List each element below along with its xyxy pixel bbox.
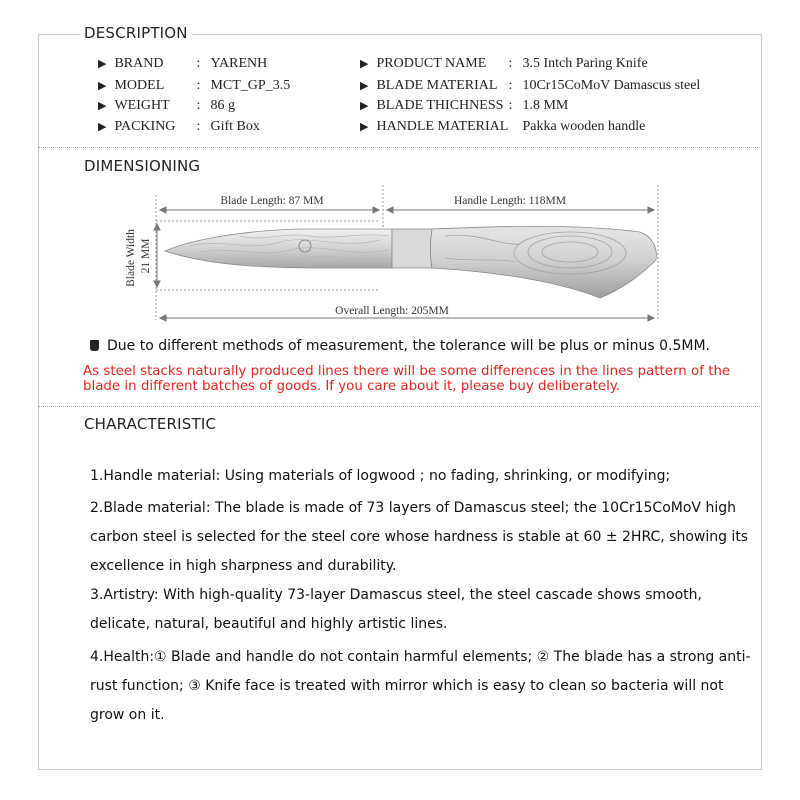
bullet-arrow-icon: ▶ (98, 80, 107, 92)
dimensioning-heading: DIMENSIONING (80, 157, 204, 175)
spec-brand: ▶ BRAND : YARENH (98, 56, 268, 71)
overall-length-label: Overall Length: 205MM (335, 305, 449, 317)
characteristic-item: 4.Health:① Blade and handle do not contain harmful elements; ② The blade has a strong anti-rust function; ③ Knife face is treated with mirror which is easy to clean so bacteria will not grow on it. (90, 649, 751, 723)
blade-width-label: Blade Width (125, 229, 137, 287)
blade-length-label: Blade Length: 87 MM (220, 195, 324, 207)
characteristic-item: 1.Handle material: Using materials of logwood ; no fading, shrinking, or modifying; (90, 468, 671, 484)
bullet-arrow-icon: ▶ (360, 58, 369, 70)
spec-model: ▶ MODEL : MCT_GP_3.5 (98, 78, 291, 93)
spec-blade-thickness: ▶ BLADE THICHNESS : 1.8 MM (360, 98, 569, 113)
bullet-arrow-icon: ▶ (360, 100, 369, 112)
knife-bolster (392, 229, 432, 268)
bullet-arrow-icon: ▶ (360, 121, 369, 133)
characteristic-item: 3.Artistry: With high-quality 73-layer Damascus steel, the steel cascade shows smooth, delicate, natural, beautiful and highly artistic lines. (90, 587, 702, 632)
spec-handle-material: ▶ HANDLE MATERIAL Pakka wooden handle (360, 119, 646, 134)
characteristic-list (90, 462, 762, 730)
blade-width-value: 21 MM (140, 238, 152, 274)
pattern-warning: As steel stacks naturally produced lines there will be some differences in the lines pattern of the blade in different batches of goods. If you care about it, please buy deliberately. (83, 364, 731, 394)
description-heading: DESCRIPTION (80, 24, 192, 42)
pin-icon (90, 340, 99, 351)
knife-blade (165, 229, 392, 268)
bullet-arrow-icon: ▶ (98, 100, 107, 112)
spec-product-name: ▶ PRODUCT NAME : 3.5 Intch Paring Knife (360, 56, 648, 71)
handle-length-label: Handle Length: 118MM (453, 195, 567, 207)
bullet-arrow-icon: ▶ (98, 121, 107, 133)
bullet-arrow-icon: ▶ (360, 80, 369, 92)
divider (38, 406, 762, 407)
bullet-arrow-icon: ▶ (98, 58, 107, 70)
tolerance-note: Due to different methods of measurement, the tolerance will be plus or minus 0.5MM. (90, 338, 710, 354)
characteristic-heading: CHARACTERISTIC (80, 415, 220, 433)
knife-handle (431, 226, 657, 298)
spec-weight: ▶ WEIGHT : 86 g (98, 98, 235, 113)
spec-packing: ▶ PACKING : Gift Box (98, 119, 260, 134)
characteristic-item: 2.Blade material: The blade is made of 73 layers of Damascus steel; the 10Cr15CoMoV high carbon steel is selected for the steel core whose hardness is stable at 60 ± 2HRC, showing its excellence in high sharpness and durability. (90, 500, 749, 574)
spec-blade-material: ▶ BLADE MATERIAL : 10Cr15CoMoV Damascus steel (360, 78, 701, 93)
